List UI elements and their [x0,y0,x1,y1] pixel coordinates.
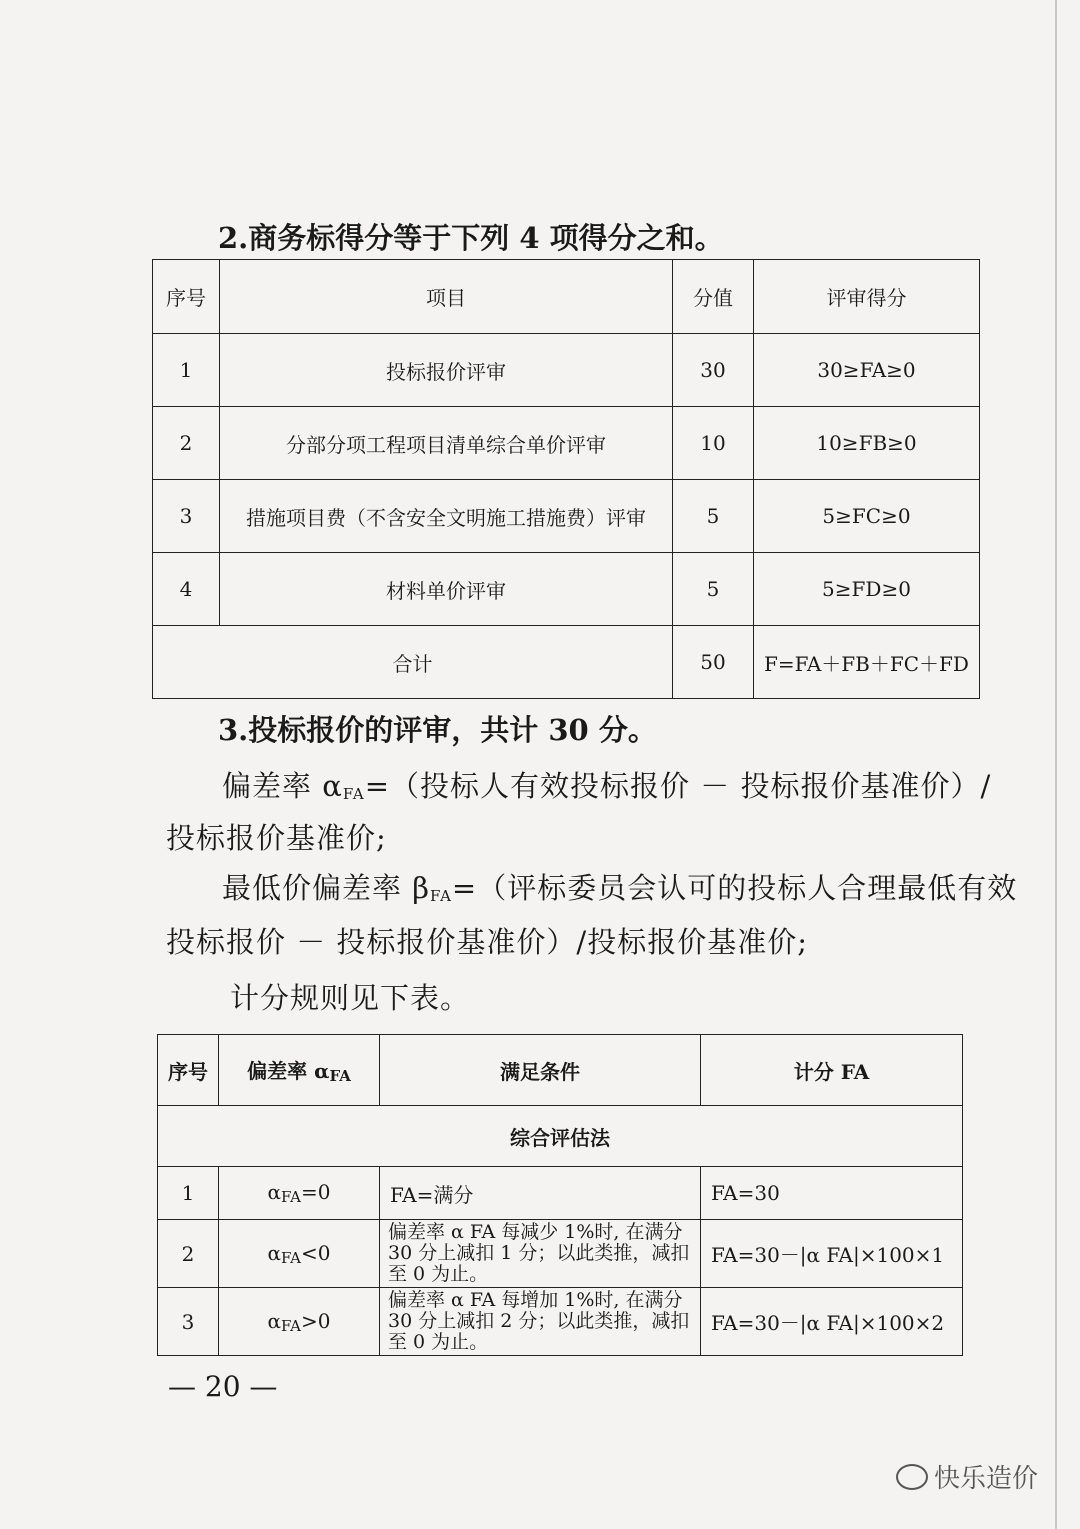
header-no: 序号 [158,1035,219,1106]
watermark-text: 快乐造价 [934,1464,1039,1494]
table-row [153,407,980,480]
text: 偏差率 α [222,769,343,803]
row-condition: FA=满分 [380,1167,701,1220]
row-score: FA=30 [701,1167,963,1220]
row-no: 3 [153,480,220,553]
subscript: FA [281,1316,301,1335]
paragraph-deviation-rate [222,764,991,805]
row-score: 5 [673,553,754,626]
row-item: 材料单价评审 [220,553,673,626]
text: =（评标委员会认可的投标人合理最低有效 [451,871,1018,905]
table-row [158,1220,963,1288]
header-item: 项目 [220,260,673,334]
table-row [153,553,980,626]
row-range: 30≥FA≥0 [754,334,980,407]
business-score-table [152,259,980,699]
row-item: 分部分项工程项目清单综合单价评审 [220,407,673,480]
paragraph-deviation-rate-cont: 投标报价基准价; [166,821,387,855]
text: α [267,1308,282,1333]
row-range: 10≥FB≥0 [754,407,980,480]
wechat-icon [896,1464,928,1490]
text: 偏差率 α [247,1059,330,1083]
table-row [153,480,980,553]
header-score: 计分 FA [701,1035,963,1106]
method-row [158,1106,963,1167]
total-formula: F=FA＋FB＋FC＋FD [754,626,980,699]
subscript: FA [429,887,452,905]
table-row [158,1167,963,1220]
header-rate [219,1035,380,1106]
text: <0 [300,1240,331,1265]
row-score: 5 [673,480,754,553]
row-no: 1 [158,1167,219,1220]
section-heading-2: 2.商务标得分等于下列 4 项得分之和。 [218,221,724,255]
total-score: 50 [673,626,754,699]
paragraph-lowest-deviation [222,866,1017,907]
page-edge [1055,0,1057,1529]
header-score: 分值 [673,260,754,334]
row-condition: 偏差率 α FA 每增加 1%时, 在满分 30 分上减扣 2 分；以此类推，减扣至 0 为止。 [380,1288,701,1356]
header-range: 评审得分 [754,260,980,334]
row-score: FA=30－|α FA|×100×1 [701,1220,963,1288]
table-header-row [158,1035,963,1106]
row-rate [219,1288,380,1356]
table-total-row [153,626,980,699]
scoring-rule-table [157,1034,963,1356]
row-item: 措施项目费（不含安全文明施工措施费）评审 [220,480,673,553]
row-condition: 偏差率 α FA 每减少 1%时, 在满分 30 分上减扣 1 分；以此类推，减扣至 0 为止。 [380,1220,701,1288]
method-label: 综合评估法 [158,1106,963,1167]
row-rate [219,1167,380,1220]
total-label: 合计 [153,626,673,699]
section-heading-3: 3.投标报价的评审，共计 30 分。 [218,713,657,747]
row-no: 4 [153,553,220,626]
table-header-row [153,260,980,334]
paragraph-rule-note: 计分规则见下表。 [230,981,471,1015]
row-rate [219,1220,380,1288]
row-no: 2 [153,407,220,480]
subscript: FA [342,785,365,803]
table-row [153,334,980,407]
row-score: 30 [673,334,754,407]
text: =（投标人有效投标报价 － 投标报价基准价）/ [364,769,992,803]
header-no: 序号 [153,260,220,334]
row-range: 5≥FD≥0 [754,553,980,626]
row-no: 1 [153,334,220,407]
table-row [158,1288,963,1356]
row-item: 投标报价评审 [220,334,673,407]
row-range: 5≥FC≥0 [754,480,980,553]
watermark [896,1458,1038,1495]
row-score: FA=30－|α FA|×100×2 [701,1288,963,1356]
text: =0 [300,1180,331,1204]
subscript: FA [281,1188,301,1206]
subscript: FA [329,1067,351,1085]
header-condition: 满足条件 [380,1035,701,1106]
row-no: 3 [158,1288,219,1356]
text: 最低价偏差率 β [222,871,430,905]
subscript: FA [281,1248,301,1267]
row-no: 2 [158,1220,219,1288]
page-number: — 20 — [168,1370,278,1403]
text: >0 [300,1308,331,1333]
text: α [267,1240,282,1265]
text: α [267,1180,282,1204]
row-score: 10 [673,407,754,480]
paragraph-lowest-deviation-cont: 投标报价 － 投标报价基准价）/投标报价基准价; [166,925,808,959]
